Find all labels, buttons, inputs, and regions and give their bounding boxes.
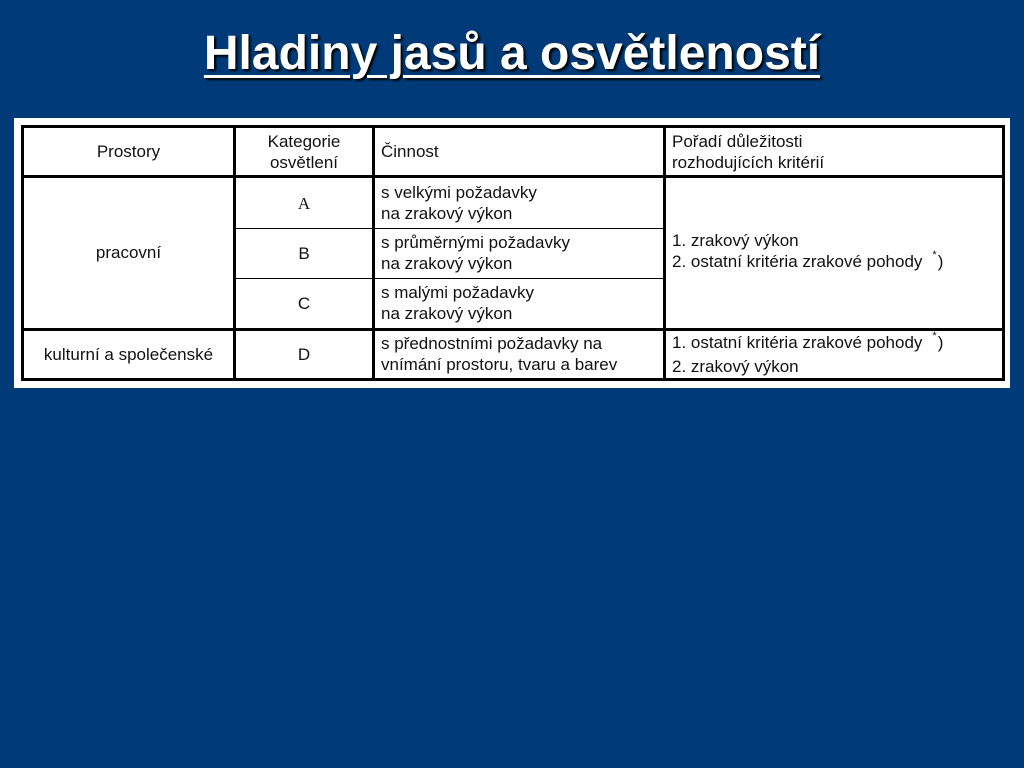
cell-kategorie-c: C xyxy=(235,279,374,329)
header-poradi: Pořadí důležitosti rozhodujících kritérií xyxy=(665,127,1004,177)
header-prostory: Prostory xyxy=(23,127,235,177)
cell-poradi-pracovni: 1. zrakový výkon 2. ostatní kritéria zrakové pohody *) xyxy=(665,177,1004,329)
cell-cinnost-a: s velkými požadavky na zrakový výkon xyxy=(374,177,665,228)
cell-kategorie-b: B xyxy=(235,228,374,278)
table-frame xyxy=(14,118,1010,388)
slide-title: Hladiny jasů a osvětleností xyxy=(203,27,821,80)
cell-prostory-pracovni: pracovní xyxy=(23,177,235,329)
table-row xyxy=(23,329,1004,379)
table-header-row xyxy=(23,127,1004,177)
cell-kategorie-a: A xyxy=(235,177,374,228)
header-cinnost: Činnost xyxy=(374,127,665,177)
cell-cinnost-c: s malými požadavky na zrakový výkon xyxy=(374,279,665,329)
cell-poradi-kulturni: 1. ostatní kritéria zrakové pohody *) 2. zrakový výkon xyxy=(665,329,1004,379)
table-row xyxy=(23,177,1004,228)
lighting-categories-table xyxy=(21,125,1005,381)
header-kategorie: Kategorie osvětlení xyxy=(235,127,374,177)
cell-cinnost-d: s přednostními požadavky na vnímání prostoru, tvaru a barev xyxy=(374,329,665,379)
cell-kategorie-d: D xyxy=(235,329,374,379)
cell-prostory-kulturni: kulturní a společenské xyxy=(23,329,235,379)
cell-cinnost-b: s průměrnými požadavky na zrakový výkon xyxy=(374,228,665,278)
